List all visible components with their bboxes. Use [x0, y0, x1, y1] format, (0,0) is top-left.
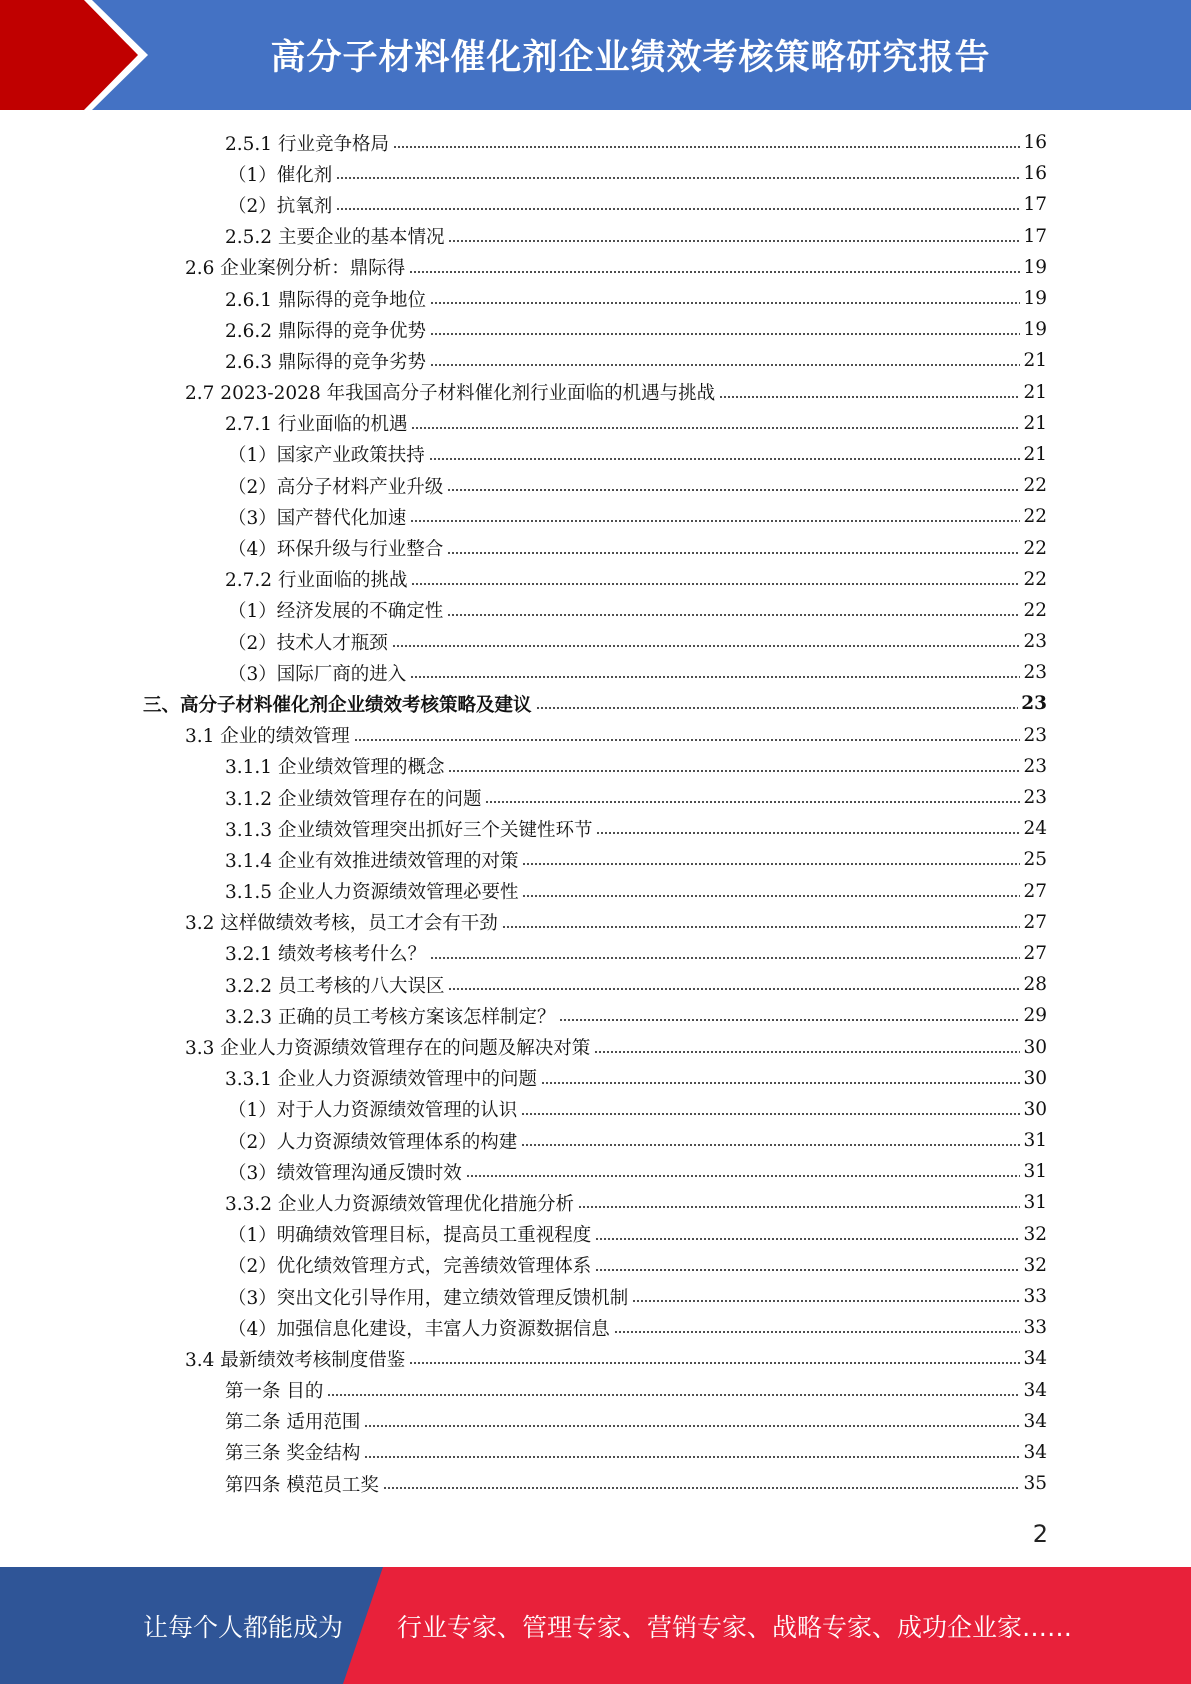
- toc-entry-title: （3）国产替代化加速: [228, 507, 407, 529]
- toc-entry-title: 3.4 最新绩效考核制度借鉴: [185, 1349, 406, 1371]
- toc-entry-title: 第一条 目的: [225, 1381, 324, 1403]
- toc-entry-title: 2.5.1 行业竞争格局: [225, 133, 389, 155]
- toc-entry-page: 21: [1023, 381, 1047, 403]
- toc-entry-title: 3.1.2 企业绩效管理存在的问题: [225, 788, 482, 810]
- toc-entry[interactable]: [0, 907, 1191, 938]
- toc-entry-page: 21: [1023, 412, 1047, 434]
- page-footer: [0, 1567, 1191, 1684]
- toc-entry-page: 34: [1023, 1379, 1047, 1401]
- toc-leader-dots: [411, 427, 1020, 429]
- toc-entry-title: 2.6.3 鼎际得的竞争劣势: [225, 351, 426, 373]
- toc-entry-page: 33: [1023, 1317, 1047, 1339]
- toc-entry-page: 21: [1023, 443, 1047, 465]
- footer-slogan-left: 让每个人都能成为: [143, 1612, 344, 1642]
- toc-entry-title: （2）抗氧剂: [228, 195, 333, 217]
- toc-entry-title: 第四条 模范员工奖: [225, 1474, 379, 1496]
- toc-entry-page: 22: [1023, 537, 1047, 559]
- toc-entry[interactable]: [0, 1375, 1191, 1406]
- toc-entry[interactable]: [0, 377, 1191, 408]
- toc-entry[interactable]: [0, 751, 1191, 782]
- toc-entry-title: 2.6 企业案例分析：鼎际得: [185, 258, 406, 280]
- toc-entry-page: 33: [1023, 1286, 1047, 1308]
- toc-entry[interactable]: [0, 408, 1191, 439]
- toc-entry-page: 23: [1023, 662, 1047, 684]
- toc-entry-title: 3.2.2 员工考核的八大误区: [225, 975, 445, 997]
- toc-entry[interactable]: [0, 1031, 1191, 1062]
- toc-leader-dots: [447, 552, 1020, 554]
- toc-entry-title: （1）对于人力资源绩效管理的认识: [228, 1100, 518, 1122]
- toc-leader-dots: [536, 707, 1019, 709]
- toc-entry-page: 34: [1023, 1410, 1047, 1432]
- toc-entry[interactable]: [0, 657, 1191, 688]
- toc-entry[interactable]: [0, 876, 1191, 907]
- toc-leader-dots: [327, 1394, 1020, 1396]
- toc-entry-page: 23: [1023, 755, 1047, 777]
- toc-entry-title: 3.3.2 企业人力资源绩效管理优化措施分析: [225, 1193, 574, 1215]
- toc-leader-dots: [354, 739, 1021, 741]
- toc-leader-dots: [447, 614, 1020, 616]
- table-of-contents: [0, 127, 1191, 1499]
- toc-leader-dots: [578, 1206, 1020, 1208]
- toc-entry[interactable]: [0, 1063, 1191, 1094]
- toc-leader-dots: [614, 1331, 1021, 1333]
- toc-leader-dots: [393, 146, 1020, 148]
- toc-leader-dots: [430, 957, 1020, 959]
- toc-entry-page: 27: [1023, 911, 1047, 933]
- page-number: 2: [1032, 1520, 1048, 1548]
- toc-entry[interactable]: [0, 1468, 1191, 1499]
- toc-entry[interactable]: [0, 1000, 1191, 1031]
- toc-entry-title: （1）经济发展的不确定性: [228, 601, 444, 623]
- toc-leader-dots: [448, 988, 1020, 990]
- toc-entry-title: 3.1.3 企业绩效管理突出抓好三个关键性环节: [225, 819, 593, 841]
- toc-entry-title: （4）环保升级与行业整合: [228, 539, 444, 561]
- toc-entry-page: 27: [1023, 880, 1047, 902]
- toc-leader-dots: [410, 676, 1020, 678]
- header-arrow-decoration: [0, 0, 160, 110]
- toc-entry-title: （4）加强信息化建设，丰富人力资源数据信息: [228, 1318, 610, 1340]
- toc-leader-dots: [448, 770, 1020, 772]
- toc-entry[interactable]: [0, 1312, 1191, 1343]
- toc-entry-page: 34: [1023, 1348, 1047, 1370]
- toc-entry[interactable]: [0, 1250, 1191, 1281]
- toc-entry[interactable]: [0, 283, 1191, 314]
- toc-entry-title: 2.7.2 行业面临的挑战: [225, 570, 408, 592]
- toc-leader-dots: [430, 364, 1020, 366]
- toc-entry[interactable]: [0, 844, 1191, 875]
- toc-entry-title: 3.2.1 绩效考核考什么？: [225, 944, 426, 966]
- toc-entry-title: 2.7.1 行业面临的机遇: [225, 414, 408, 436]
- toc-leader-dots: [632, 1300, 1020, 1302]
- toc-entry[interactable]: [0, 969, 1191, 1000]
- toc-entry-page: 16: [1023, 163, 1047, 185]
- toc-leader-dots: [521, 1113, 1020, 1115]
- toc-entry-page: 32: [1023, 1223, 1047, 1245]
- toc-entry[interactable]: [0, 1437, 1191, 1468]
- toc-entry[interactable]: [0, 314, 1191, 345]
- toc-entry[interactable]: [0, 1156, 1191, 1187]
- toc-leader-dots: [448, 240, 1020, 242]
- toc-leader-dots: [502, 926, 1021, 928]
- toc-entry[interactable]: [0, 158, 1191, 189]
- toc-leader-dots: [447, 489, 1020, 491]
- toc-entry-title: 3.2.3 正确的员工考核方案该怎样制定？: [225, 1006, 556, 1028]
- toc-entry-page: 23: [1023, 631, 1047, 653]
- toc-entry-page: 30: [1023, 1098, 1047, 1120]
- toc-entry[interactable]: [0, 564, 1191, 595]
- toc-entry[interactable]: [0, 595, 1191, 626]
- toc-entry-title: 2.7 2023-2028 年我国高分子材料催化剂行业面临的机遇与挑战: [185, 383, 716, 405]
- toc-entry[interactable]: [0, 439, 1191, 470]
- toc-entry-title: 2.6.1 鼎际得的竞争地位: [225, 289, 426, 311]
- toc-entry-page: 34: [1023, 1441, 1047, 1463]
- toc-entry-page: 23: [1023, 724, 1047, 746]
- toc-entry-page: 31: [1023, 1192, 1047, 1214]
- toc-leader-dots: [409, 271, 1020, 273]
- toc-leader-dots: [430, 333, 1020, 335]
- toc-leader-dots: [336, 177, 1020, 179]
- toc-entry[interactable]: [0, 1343, 1191, 1374]
- toc-entry-title: （2）优化绩效管理方式，完善绩效管理体系: [228, 1256, 592, 1278]
- toc-entry-title: （2）技术人才瓶颈: [228, 632, 388, 654]
- footer-slogan-right: 行业专家、管理专家、营销专家、战略专家、成功企业家……: [397, 1612, 1073, 1642]
- report-title: 高分子材料催化剂企业绩效考核策略研究报告: [270, 38, 991, 78]
- toc-leader-dots: [383, 1487, 1021, 1489]
- toc-entry-title: 2.6.2 鼎际得的竞争优势: [225, 320, 426, 342]
- toc-entry-page: 19: [1023, 288, 1047, 310]
- toc-entry[interactable]: [0, 1125, 1191, 1156]
- toc-leader-dots: [522, 895, 1020, 897]
- toc-entry[interactable]: [0, 782, 1191, 813]
- toc-entry[interactable]: [0, 1406, 1191, 1437]
- toc-entry-page: 28: [1023, 974, 1047, 996]
- toc-leader-dots: [485, 801, 1020, 803]
- toc-entry[interactable]: [0, 1219, 1191, 1250]
- toc-entry-page: 30: [1023, 1067, 1047, 1089]
- toc-leader-dots: [594, 1051, 1020, 1053]
- toc-entry-page: 22: [1023, 568, 1047, 590]
- toc-entry-title: （3）国际厂商的进入: [228, 663, 407, 685]
- toc-leader-dots: [595, 1269, 1020, 1271]
- toc-entry[interactable]: [0, 1281, 1191, 1312]
- toc-entry[interactable]: [0, 127, 1191, 158]
- toc-entry-page: 17: [1023, 194, 1047, 216]
- toc-entry-page: 24: [1023, 818, 1047, 840]
- toc-leader-dots: [466, 1175, 1021, 1177]
- toc-entry[interactable]: [0, 1094, 1191, 1125]
- toc-entry[interactable]: [0, 189, 1191, 220]
- toc-entry[interactable]: [0, 501, 1191, 532]
- toc-entry-title: 3.1.4 企业有效推进绩效管理的对策: [225, 850, 519, 872]
- toc-entry-title: （3）突出文化引导作用，建立绩效管理反馈机制: [228, 1287, 629, 1309]
- toc-entry-page: 23: [1021, 693, 1047, 715]
- toc-entry-title: （2）高分子材料产业升级: [228, 476, 444, 498]
- toc-entry-title: 2.5.2 主要企业的基本情况: [225, 227, 445, 249]
- toc-entry-title: 3.3.1 企业人力资源绩效管理中的问题: [225, 1069, 537, 1091]
- toc-entry[interactable]: [0, 938, 1191, 969]
- toc-entry-page: 21: [1023, 350, 1047, 372]
- toc-entry-title: 3.1.1 企业绩效管理的概念: [225, 757, 445, 779]
- toc-entry-title: 3.3 企业人力资源绩效管理存在的问题及解决对策: [185, 1038, 591, 1060]
- toc-leader-dots: [411, 583, 1020, 585]
- toc-entry-title: 第三条 奖金结构: [225, 1443, 361, 1465]
- toc-entry-page: 16: [1023, 132, 1047, 154]
- toc-leader-dots: [559, 1019, 1020, 1021]
- toc-entry[interactable]: [0, 221, 1191, 252]
- toc-entry[interactable]: [0, 720, 1191, 751]
- toc-entry-title: 三、高分子材料催化剂企业绩效考核策略及建议: [143, 694, 532, 716]
- toc-entry[interactable]: [0, 532, 1191, 563]
- toc-leader-dots: [541, 1082, 1020, 1084]
- toc-entry[interactable]: [0, 345, 1191, 376]
- toc-leader-dots: [336, 208, 1020, 210]
- toc-leader-dots: [429, 458, 1021, 460]
- toc-entry-page: 31: [1023, 1161, 1047, 1183]
- toc-entry[interactable]: [0, 626, 1191, 657]
- toc-entry-page: 29: [1023, 1005, 1047, 1027]
- toc-entry-page: 22: [1023, 599, 1047, 621]
- toc-entry-page: 22: [1023, 475, 1047, 497]
- toc-leader-dots: [430, 302, 1020, 304]
- toc-leader-dots: [719, 396, 1020, 398]
- toc-leader-dots: [410, 520, 1020, 522]
- toc-entry-page: 25: [1023, 849, 1047, 871]
- toc-leader-dots: [596, 832, 1020, 834]
- toc-entry-page: 35: [1023, 1473, 1047, 1495]
- toc-entry-page: 22: [1023, 506, 1047, 528]
- toc-entry-page: 27: [1023, 942, 1047, 964]
- toc-entry-page: 32: [1023, 1254, 1047, 1276]
- toc-leader-dots: [595, 1238, 1020, 1240]
- toc-entry-page: 23: [1023, 787, 1047, 809]
- toc-entry-title: 3.1 企业的绩效管理: [185, 726, 350, 748]
- toc-leader-dots: [364, 1456, 1020, 1458]
- page-header: [0, 0, 1191, 110]
- toc-leader-dots: [521, 1144, 1020, 1146]
- toc-entry-title: （1）明确绩效管理目标，提高员工重视程度: [228, 1225, 592, 1247]
- toc-entry-page: 30: [1023, 1036, 1047, 1058]
- toc-leader-dots: [364, 1425, 1020, 1427]
- toc-entry[interactable]: [0, 1187, 1191, 1218]
- toc-entry-page: 31: [1023, 1130, 1047, 1152]
- toc-entry-title: 第二条 适用范围: [225, 1412, 361, 1434]
- toc-entry[interactable]: [0, 252, 1191, 283]
- toc-entry[interactable]: [0, 688, 1191, 719]
- toc-leader-dots: [522, 863, 1020, 865]
- toc-entry-page: 19: [1023, 256, 1047, 278]
- toc-entry-title: （2）人力资源绩效管理体系的构建: [228, 1131, 518, 1153]
- toc-entry[interactable]: [0, 813, 1191, 844]
- toc-entry-page: 19: [1023, 319, 1047, 341]
- toc-entry-page: 17: [1023, 225, 1047, 247]
- toc-entry-title: （1）国家产业政策扶持: [228, 445, 425, 467]
- toc-entry-title: （1）催化剂: [228, 164, 333, 186]
- toc-entry-title: （3）绩效管理沟通反馈时效: [228, 1162, 462, 1184]
- toc-leader-dots: [392, 645, 1021, 647]
- toc-entry-title: 3.1.5 企业人力资源绩效管理必要性: [225, 882, 519, 904]
- toc-leader-dots: [409, 1362, 1020, 1364]
- toc-entry[interactable]: [0, 470, 1191, 501]
- toc-entry-title: 3.2 这样做绩效考核，员工才会有干劲: [185, 913, 498, 935]
